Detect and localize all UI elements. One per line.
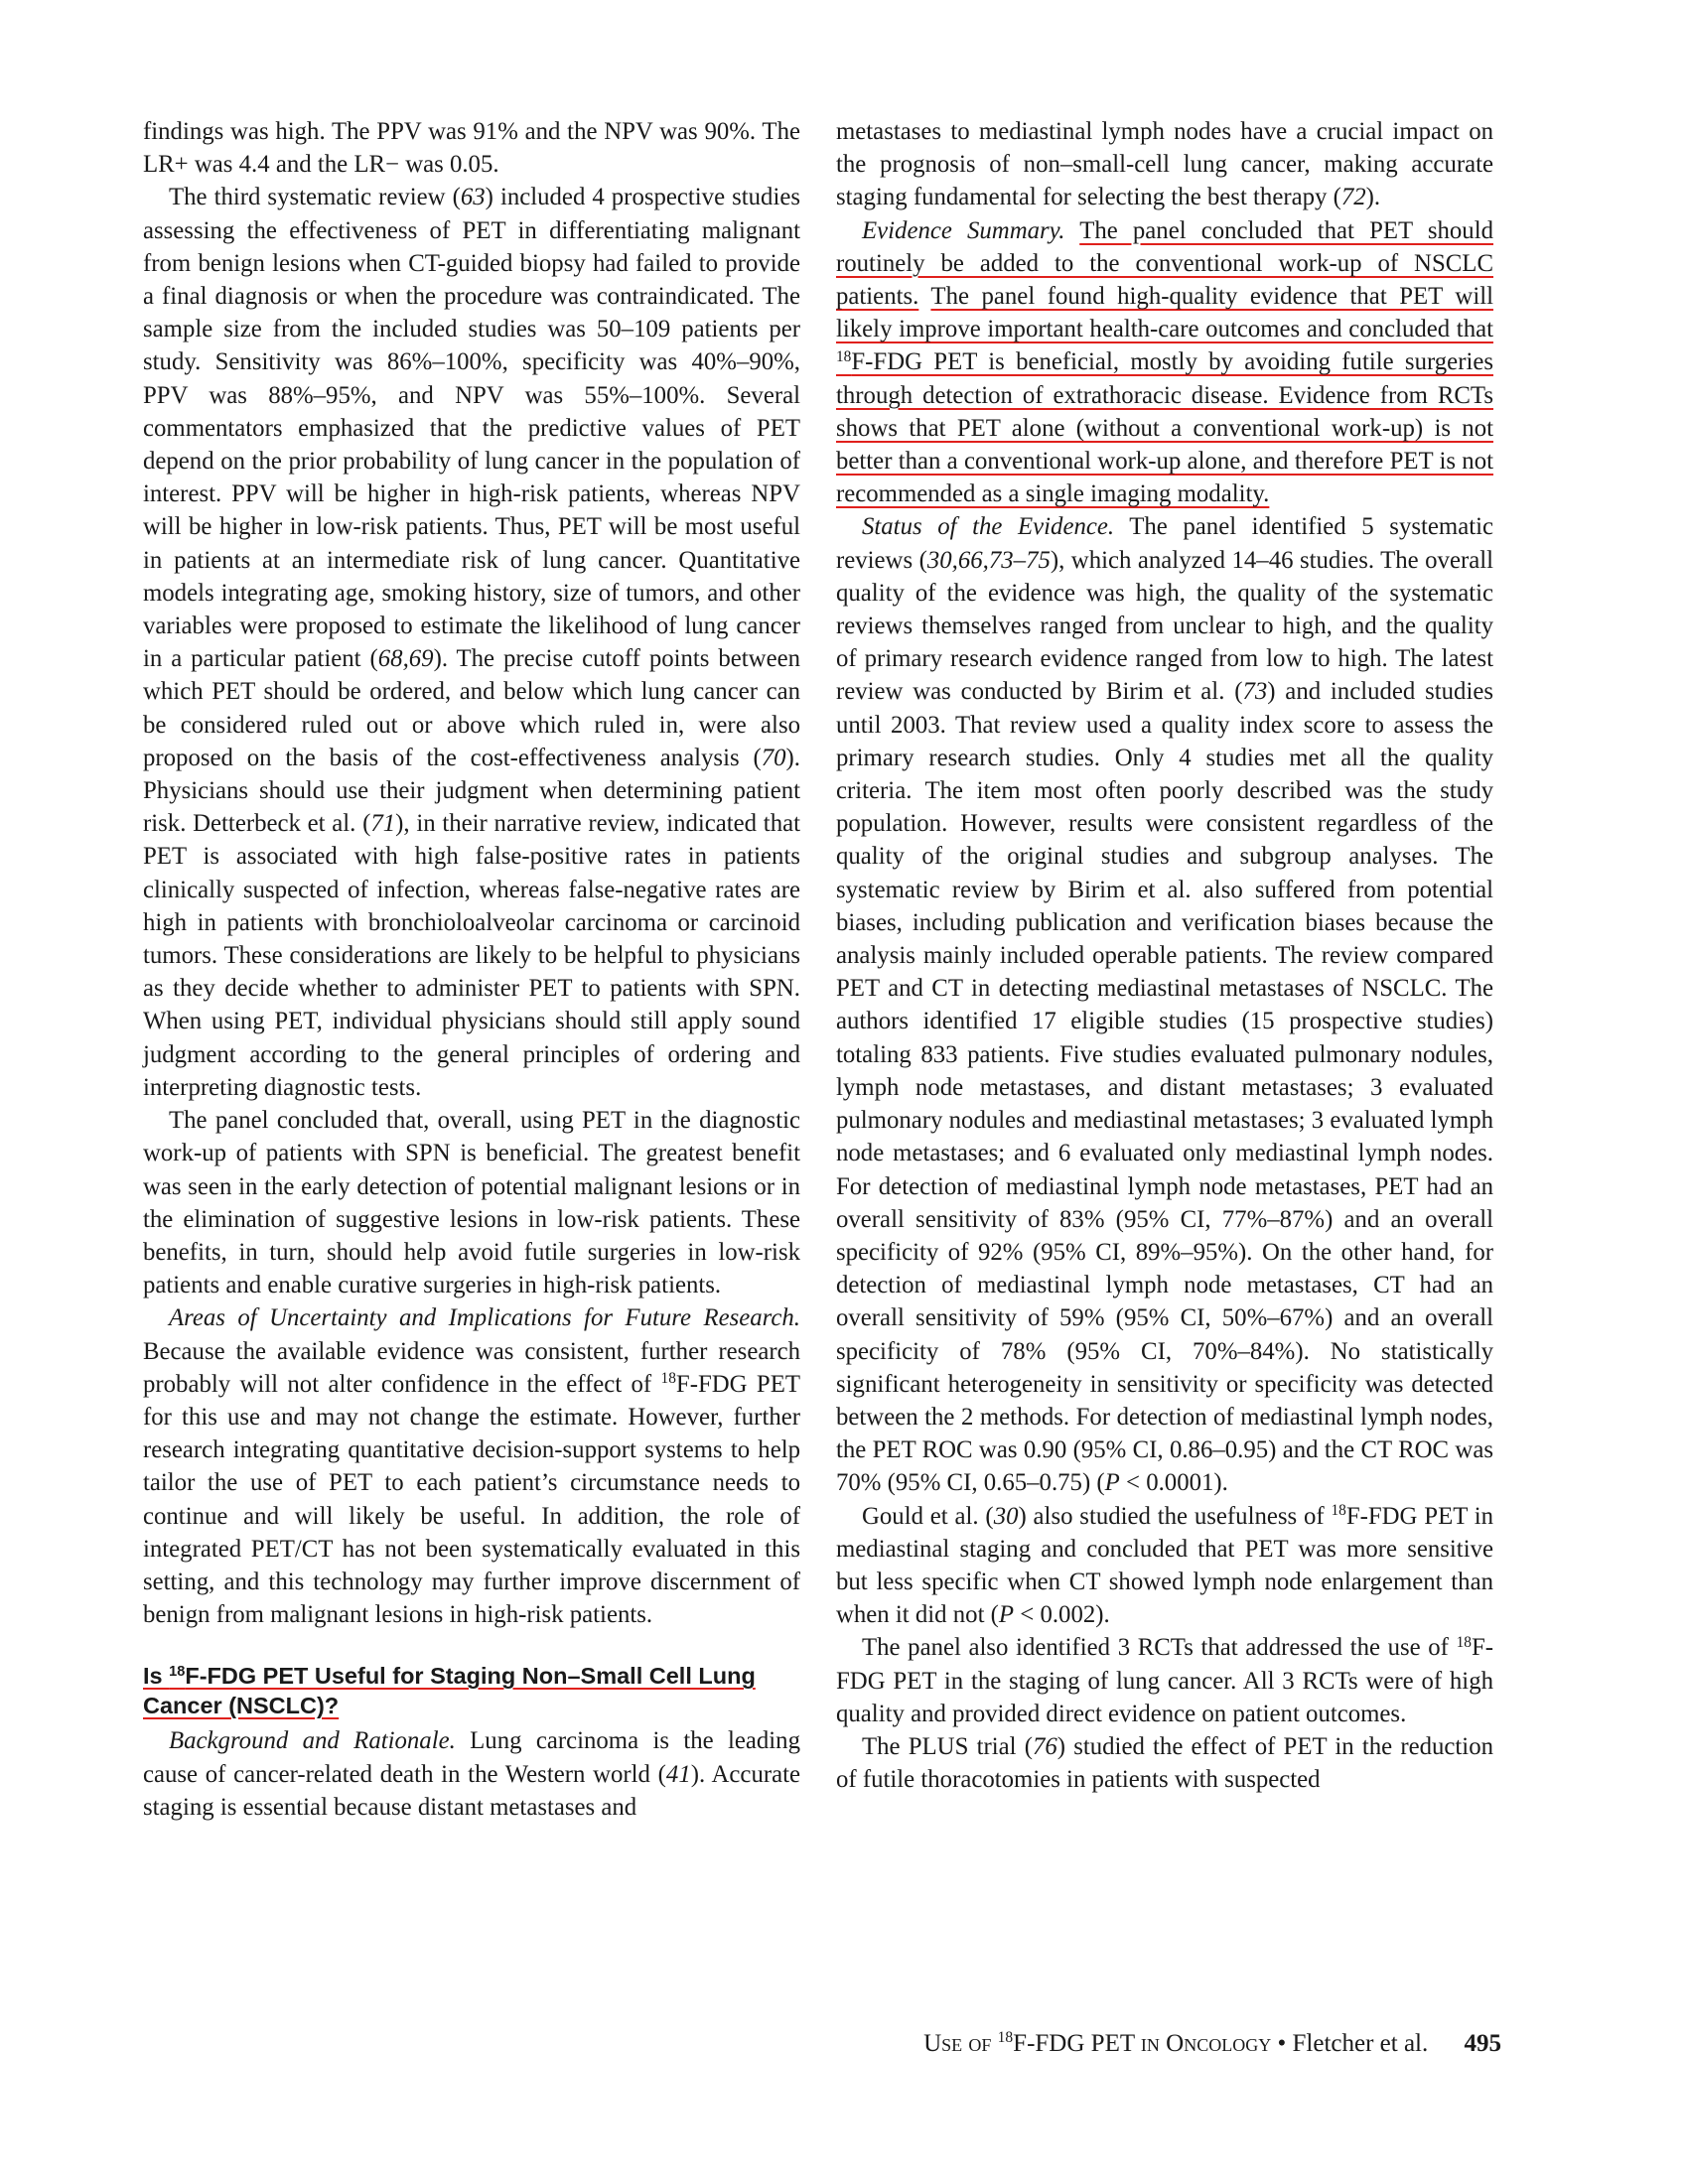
text-run: ). The precise cutoff points between which PET should be ordered, and below which lung cancer can be considered ruled out or above which ruled in, were also proposed on the basis of the cost-effectiveness analysis ( bbox=[143, 645, 800, 771]
superscript: 18 bbox=[169, 1664, 186, 1681]
text-run: metastases to mediastinal lymph nodes have a crucial impact on the prognosis of non–small-cell lung cancer, making accurate staging fundamental for selecting the best therapy ( bbox=[836, 118, 1493, 211]
citation-ref: 68,69 bbox=[377, 645, 434, 673]
text-run: ), which analyzed 14–46 studies. The overall quality of the evidence was high, the quality of the systematic reviews themselves ranged from unclear to high, and the quality of primary research evidence ranged from low to high. The latest review was conducted by Birim et al. ( bbox=[836, 546, 1493, 706]
paragraph-third-review bbox=[143, 181, 800, 1104]
paragraph-areas-of-uncertainty bbox=[143, 1301, 800, 1631]
underlined-annotation bbox=[836, 283, 1493, 507]
text-run: The panel identified 5 systematic reviews ( bbox=[836, 513, 1493, 574]
superscript: 18 bbox=[660, 1370, 676, 1388]
text-run: ) and included studies until 2003. That review used a quality index score to assess the primary research studies. Only 4 studies met all the quality criteria. The item most often poorly described was the study population. However, results were consistent regardless of the quality of the original studies and subgroup analyses. The systematic review by Birim et al. also suffered from potential biases, including publication and verification biases because the analysis mainly included operable patients. The review compared PET and CT in detecting mediastinal metastases of NSCLC. The authors identified 17 eligible studies (15 prospective studies) totaling 833 patients. Five studies evaluated pulmonary nodules, lymph node metastases, and distant metastases; 3 evaluated pulmonary nodules and mediastinal metastases; 3 evaluated lymph node metastases; and 6 evaluated only mediastinal lymph nodes. For detection of mediastinal lymph node metastases, PET had an overall sensitivity of 83% (95% CI, 77%–87%) and an overall specificity of 92% (95% CI, 89%–95%). On the other hand, for detection of mediastinal lymph node metastases, CT had an overall sensitivity of 59% (95% CI, 50%–67%) and an overall specificity of 78% (95% CI, 70%–84%). No statistically significant heterogeneity in sensitivity or specificity was detected between the 2 methods. For detection of mediastinal lymph nodes, the PET ROC was 0.90 (95% CI, 0.86–0.95) and the CT ROC was 70% (95% CI, 0.65–0.75) ( bbox=[836, 678, 1493, 1497]
p-value-symbol: P bbox=[998, 1601, 1015, 1629]
page-number: 495 bbox=[1464, 2030, 1501, 2057]
underlined-annotation: The panel concluded that PET should routinely be added to the conventional work-up of NSCLC patients. bbox=[836, 216, 1493, 311]
citation-ref: 76 bbox=[1032, 1732, 1057, 1760]
running-title: F-FDG PET bbox=[1013, 2030, 1135, 2057]
text-run: The third systematic review ( bbox=[169, 184, 461, 211]
text-run: F-FDG PET in mediastinal staging and concluded that PET was more sensitive but less specific when CT showed lymph node enlargement than when it did not ( bbox=[836, 1502, 1494, 1629]
citation-ref: 72 bbox=[1340, 184, 1366, 211]
run-in-heading: Status of the Evidence. bbox=[862, 513, 1115, 541]
text-run: The panel found high-quality evidence that PET will likely improve important health-care outcomes and concluded that bbox=[836, 283, 1493, 343]
run-in-heading: Background and Rationale. bbox=[169, 1727, 456, 1755]
text-run: Is bbox=[143, 1663, 170, 1690]
paragraph-rcts bbox=[836, 1631, 1493, 1730]
running-authors: Fletcher et al. bbox=[1292, 2030, 1429, 2057]
text-run: ). bbox=[1365, 184, 1381, 211]
text-run: Because the available evidence was consistent, further research probably will not alter confidence in the effect of bbox=[143, 1337, 800, 1398]
running-title: Oncology bbox=[1166, 2030, 1272, 2057]
left-column bbox=[143, 115, 800, 1824]
citation-ref: 41 bbox=[665, 1760, 691, 1788]
text-run: ). Accurate staging is essential because distant metastases and bbox=[143, 1760, 801, 1821]
page-footer bbox=[774, 2029, 1501, 2059]
bullet-separator: • bbox=[1277, 2030, 1287, 2057]
superscript: 18 bbox=[836, 347, 852, 365]
text-run: F-FDG PET is beneficial, mostly by avoiding futile surgeries through detection of extrathoracic disease. Evidence from RCTs shows that PET alone (without a conventional work-up) is not better than a conventional work-up alone, and therefore PET is not recommended as a single imaging modality. bbox=[836, 348, 1493, 508]
citation-ref: 30,66,73–75 bbox=[926, 546, 1051, 574]
right-column bbox=[836, 115, 1493, 1796]
paragraph-gould bbox=[836, 1500, 1493, 1632]
run-in-heading: Evidence Summary. bbox=[862, 216, 1065, 244]
citation-ref: 63 bbox=[460, 184, 486, 211]
superscript: 18 bbox=[1331, 1502, 1346, 1520]
text-run: < 0.0001). bbox=[1119, 1469, 1228, 1497]
text-run: Gould et al. ( bbox=[862, 1502, 994, 1530]
paragraph-plus-trial bbox=[836, 1730, 1493, 1796]
text-run: ). Physicians should use their judgment when determining patient risk. Detterbeck et al. ( bbox=[143, 744, 800, 838]
paragraph-ppv-npv: findings was high. The PPV was 91% and the NPV was 90%. The LR+ was 4.4 and the LR− was 0.05. bbox=[143, 118, 800, 179]
text-run: F-FDG PET for this use and may not change the estimate. However, further research integrating quantitative decision-support systems to help tailor the use of PET to each patient’s circumstance needs to continue and will likely be useful. In addition, the role of integrated PET/CT has not been systematically evaluated in this setting, and this technology may further improve discernment of benign from malignant lesions in high-risk patients. bbox=[143, 1370, 800, 1629]
citation-ref: 73 bbox=[1242, 678, 1268, 706]
text-run: F-FDG PET in the staging of lung cancer. All 3 RCTs were of high quality and provided direct evidence on patient outcomes. bbox=[836, 1634, 1493, 1727]
paragraph-evidence-summary bbox=[836, 214, 1493, 511]
paragraph-status-of-evidence bbox=[836, 510, 1493, 1499]
paragraph-panel-concluded: The panel concluded that, overall, using PET in the diagnostic work-up of patients with SPN is beneficial. The greatest benefit was seen in the early detection of potential malignant lesions or in the elimination of suggestive lesions in low-risk patients. These benefits, in turn, should help avoid futile surgeries in low-risk patients and enable curative surgeries in high-risk patients. bbox=[143, 1107, 800, 1299]
section-heading bbox=[143, 1661, 800, 1720]
p-value-symbol: P bbox=[1104, 1469, 1120, 1497]
text-run: The PLUS trial ( bbox=[862, 1732, 1033, 1760]
running-title: in bbox=[1140, 2030, 1160, 2057]
text-run: ) studied the effect of PET in the reduction of futile thoracotomies in patients with suspected bbox=[836, 1732, 1493, 1794]
paragraph-metastases bbox=[836, 115, 1493, 214]
citation-ref: 30 bbox=[993, 1502, 1019, 1530]
text-run: Lung carcinoma is the leading cause of cancer-related death in the Western world ( bbox=[143, 1727, 800, 1788]
superscript: 18 bbox=[997, 2029, 1014, 2047]
citation-ref: 70 bbox=[761, 744, 786, 771]
text-run: F-FDG PET Useful for Staging Non–Small Cell Lung Cancer (NSCLC)? bbox=[143, 1663, 756, 1719]
superscript: 18 bbox=[1456, 1633, 1472, 1651]
text-run: ) also studied the usefulness of bbox=[1018, 1502, 1332, 1530]
paragraph-background bbox=[143, 1724, 800, 1824]
text-run: The panel also identified 3 RCTs that addressed the use of bbox=[862, 1634, 1457, 1662]
text-run: ), in their narrative review, indicated that PET is associated with high false-positive rates in patients clinically suspected of infection, whereas false-negative rates are high in patients with bronchioloalveolar carcinoma or carcinoid tumors. These considerations are likely to be helpful to physicians as they decide whether to administer PET to patients with SPN. When using PET, individual physicians should still apply sound judgment according to the general principles of ordering and interpreting diagnostic tests. bbox=[143, 810, 800, 1101]
text-run: ) included 4 prospective studies assessing the effectiveness of PET in differentiating malignant from benign lesions when CT-guided biopsy had failed to provide a final diagnosis or when the procedure was contraindicated. The sample size from the included studies was 50–109 patients per study. Sensitivity was 86%–100%, specificity was 40%–90%, PPV was 88%–95%, and NPV was 55%–100%. Several commentators emphasized that the predictive values of PET depend on the prior probability of lung cancer in the population of interest. PPV will be higher in high-risk patients, whereas NPV will be higher in low-risk patients. Thus, PET will be most useful in patients at an intermediate risk of lung cancer. Quantitative models integrating age, smoking history, size of tumors, and other variables were proposed to estimate the likelihood of lung cancer in a particular patient ( bbox=[143, 184, 800, 673]
text-run: < 0.002). bbox=[1014, 1601, 1110, 1629]
citation-ref: 71 bbox=[370, 810, 396, 838]
heading-underlined-text bbox=[143, 1663, 756, 1718]
run-in-heading: Areas of Uncertainty and Implications for Future Research. bbox=[169, 1304, 800, 1332]
running-title: Use of bbox=[923, 2030, 992, 2057]
